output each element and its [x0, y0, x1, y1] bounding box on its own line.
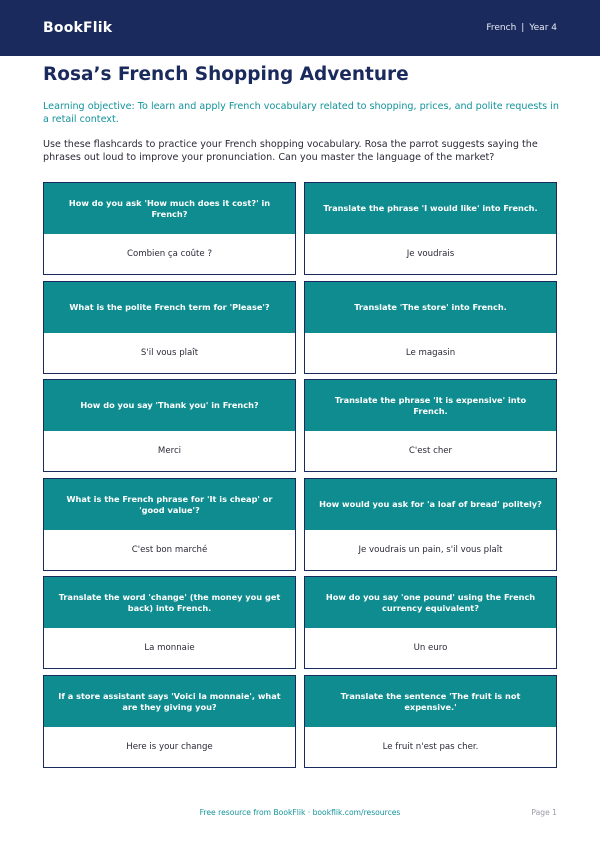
- flashcard-answer: C'est bon marché: [131, 545, 208, 555]
- flashcard-answer: Here is your change: [126, 742, 213, 752]
- page-number: Page 1: [531, 808, 557, 817]
- flashcard-question: How would you ask for 'a loaf of bread' politely?: [305, 479, 556, 530]
- page-title: Rosa’s French Shopping Adventure: [43, 64, 409, 85]
- learning-objective: Learning objective: To learn and apply French vocabulary related to shopping, prices, and polite requests in a retail context.: [43, 101, 559, 125]
- level-label: Year 4: [529, 23, 557, 33]
- flashcard[interactable]: [304, 576, 557, 669]
- flashcard[interactable]: [43, 379, 296, 472]
- flashcard-question: How do you say 'Thank you' in French?: [44, 380, 295, 431]
- footer-credit[interactable]: Free resource from BookFlik · bookflik.com/resources: [199, 808, 401, 817]
- flashcard-question: Translate the phrase 'I would like' into French.: [305, 183, 556, 234]
- flashcard-answer: Un euro: [413, 643, 448, 653]
- flashcard[interactable]: [304, 478, 557, 571]
- flashcard[interactable]: [43, 478, 296, 571]
- flashcard-question: Translate the word 'change' (the money you get back) into French.: [44, 577, 295, 628]
- flashcard[interactable]: [304, 281, 557, 374]
- flashcard[interactable]: [304, 182, 557, 275]
- separator: |: [521, 23, 525, 33]
- intro-text: Use these flashcards to practice your French shopping vocabulary. Rosa the parrot suggests saying the phrases out loud to improve your pronunciation. Can you master the language of the market?: [43, 139, 538, 163]
- flashcard-question: What is the French phrase for 'It is cheap' or 'good value'?: [44, 479, 295, 530]
- flashcard[interactable]: [304, 675, 557, 768]
- flashcard-answer: Combien ça coûte ?: [126, 249, 213, 259]
- brand-logo[interactable]: BookFlik: [43, 20, 113, 36]
- flashcard-question: Translate the phrase 'It is expensive' into French.: [305, 380, 556, 431]
- flashcard[interactable]: [304, 379, 557, 472]
- flashcard-question: Translate 'The store' into French.: [305, 282, 556, 333]
- flashcard-answer: Le magasin: [405, 348, 456, 358]
- flashcard-answer: Merci: [157, 446, 182, 456]
- flashcard[interactable]: [43, 576, 296, 669]
- flashcard-question: How do you ask 'How much does it cost?' in French?: [44, 183, 295, 234]
- flashcard-answer: Je voudrais un pain, s'il vous plaît: [358, 545, 503, 555]
- flashcard-answer: La monnaie: [144, 643, 195, 653]
- flashcard-question: What is the polite French term for 'Please'?: [44, 282, 295, 333]
- flashcard-answer: S'il vous plaît: [140, 348, 199, 358]
- header-bar: [0, 0, 600, 56]
- subject-label: French: [486, 23, 517, 33]
- subject-level: [486, 23, 557, 33]
- flashcard[interactable]: [43, 675, 296, 768]
- flashcard-answer: C'est cher: [408, 446, 453, 456]
- flashcard-answer: Je voudrais: [406, 249, 455, 259]
- flashcard-question: How do you say 'one pound' using the French currency equivalent?: [305, 577, 556, 628]
- flashcard[interactable]: [43, 182, 296, 275]
- flashcard[interactable]: [43, 281, 296, 374]
- flashcard-question: If a store assistant says 'Voici la monnaie', what are they giving you?: [44, 676, 295, 727]
- flashcard-question: Translate the sentence 'The fruit is not expensive.': [305, 676, 556, 727]
- flashcard-answer: Le fruit n'est pas cher.: [382, 742, 479, 752]
